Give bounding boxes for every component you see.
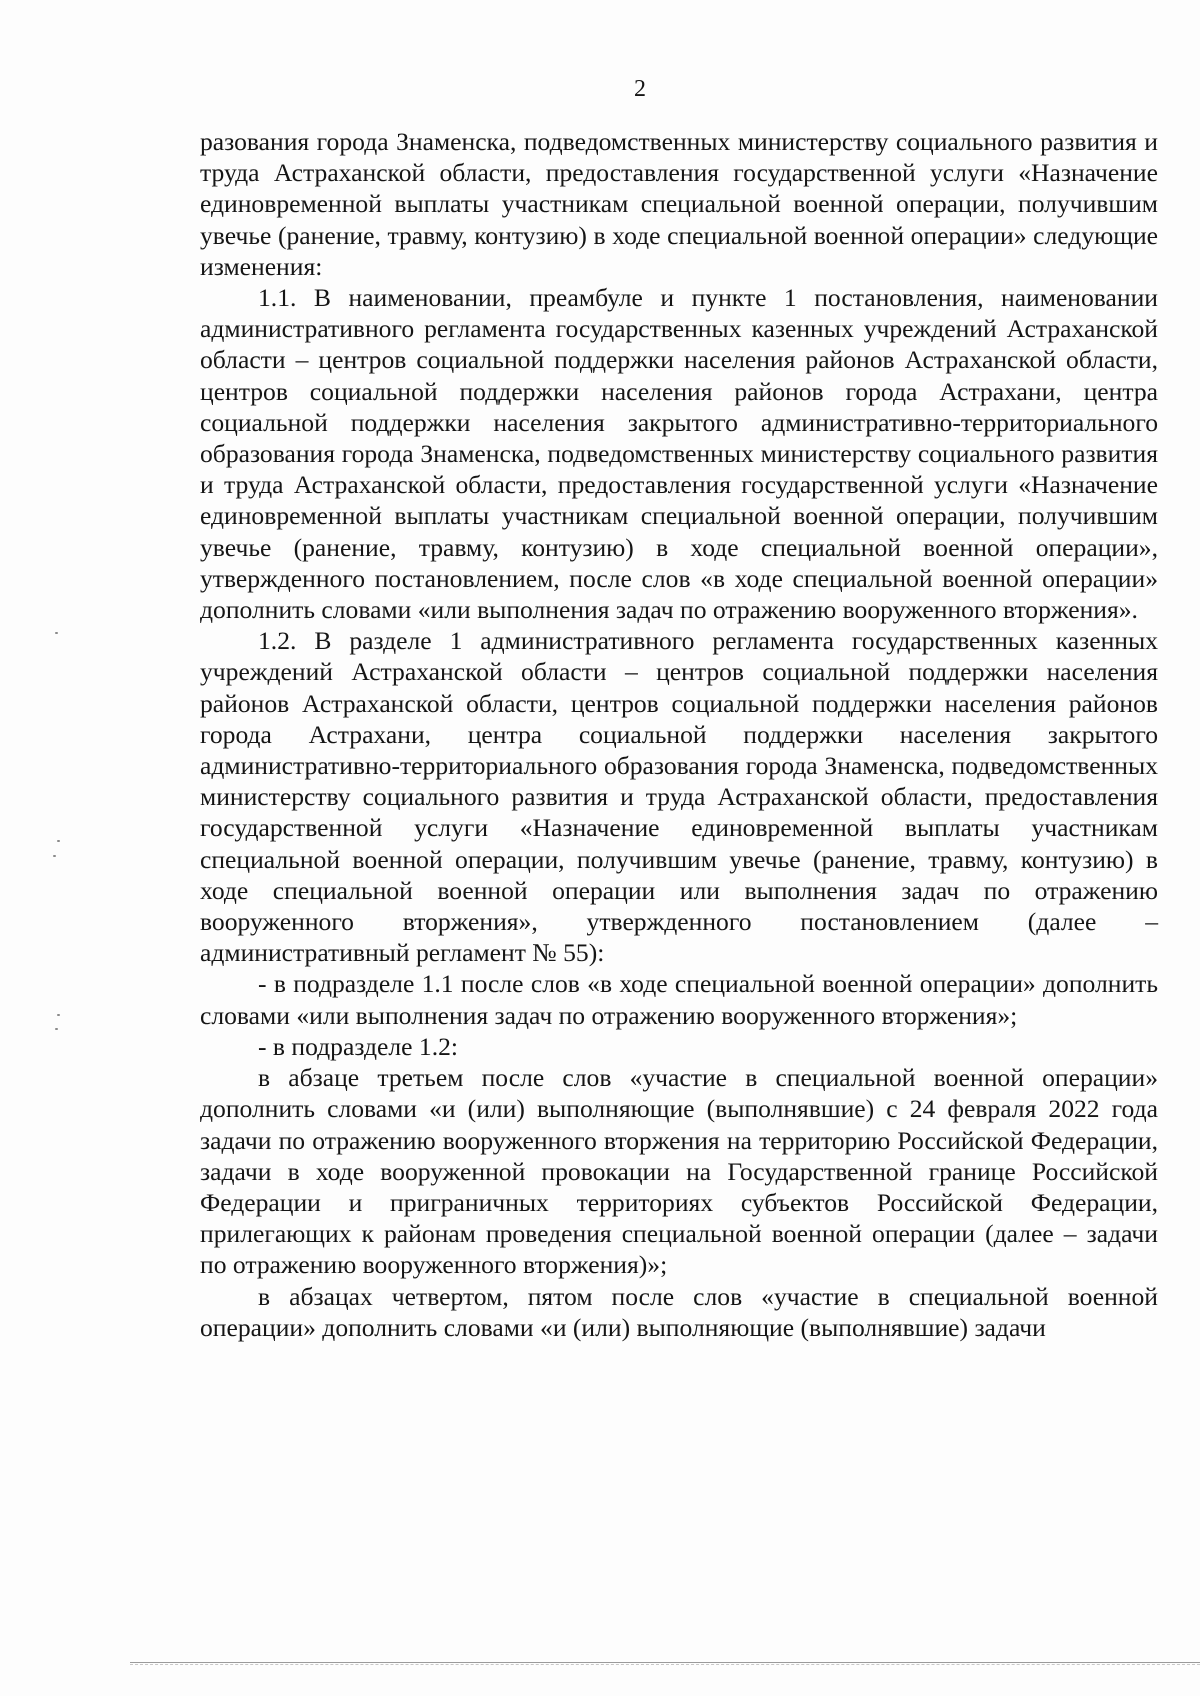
scan-speck bbox=[57, 840, 60, 842]
paragraph-clause-1-2: 1.2. В разделе 1 административного регламента государственных казенных учреждений Астраханской области – центров социальной поддержки населения районов Астраханской области, центров социальной поддержки населения районов города Астрахани, центра социальной поддержки населения закрытого административно-территориального образования города Знаменска, подведомственных министерству социального развития и труда Астраханской области, предоставления государственной услуги «Назначение единовременной выплаты участникам специальной военной операции, получившим увечье (ранение, травму, контузию) в ходе специальной военной операции или выполнения задач по отражению вооруженного вторжения», утвержденного постановлением (далее – административный регламент № 55): bbox=[200, 626, 1158, 968]
scan-speck bbox=[57, 1014, 60, 1016]
scan-speck bbox=[55, 1028, 58, 1030]
paragraph-subsection-1-2: - в подразделе 1.2: bbox=[258, 1031, 459, 1061]
scan-bottom-edge bbox=[130, 1662, 1200, 1663]
paragraph-clause-1-1: 1.1. В наименовании, преамбуле и пункте 1 постановления, наименовании административного регламента государственных казенных учреждений Астраханской области – центров социальной поддержки населения районов Астраханской области, центров социальной поддержки населения районов города Астрахани, центра социальной поддержки населения закрытого административно-территориального образования города Знаменска, подведомственных министерству социального развития и труда Астраханской области, предоставления государственной услуги «Назначение единовременной выплаты участникам специальной военной операции, получившим увечье (ранение, травму, контузию) в ходе специальной военной операции», утвержденного постановлением, после слов «в ходе специальной военной операции» дополнить словами «или выполнения задач по отражению вооруженного вторжения». bbox=[200, 283, 1158, 625]
scan-speck bbox=[53, 855, 56, 857]
paragraph-subsection-1-1: - в подразделе 1.1 после слов «в ходе специальной военной операции» дополнить словами «или выполнения задач по отражению вооруженного вторжения»; bbox=[200, 969, 1158, 1030]
paragraph-fourth-fifth-abzac: в абзацах четвертом, пятом после слов «участие в специальной военной операции» дополнить словами «и (или) выполняющие (выполнявшие) задачи bbox=[200, 1281, 1158, 1342]
paragraph-continuation: разования города Знаменска, подведомственных министерству социального развития и труда Астраханской области, предоставления государственной услуги «Назначение единовременной выплаты участникам специальной военной операции, получившим увечье (ранение, травму, контузию) в ходе специальной военной операции» следующие изменения: bbox=[200, 127, 1158, 281]
scan-speck bbox=[55, 632, 58, 634]
page-number: 2 bbox=[634, 76, 646, 102]
paragraph-third-abzac: в абзаце третьем после слов «участие в специальной военной операции» дополнить словами «и (или) выполняющие (выполнявшие) с 24 февраля 2022 года задачи по отражению вооруженного вторжения на территорию Российской Федерации, задачи в ходе вооруженной провокации на Государственной границе Российской Федерации и приграничных территориях субъектов Российской Федерации, прилегающих к районам проведения специальной военной операции (далее – задачи по отражению вооруженного вторжения)»; bbox=[200, 1063, 1158, 1280]
scan-bottom-edge-shadow bbox=[130, 1664, 1200, 1665]
document-body bbox=[200, 126, 1158, 1343]
